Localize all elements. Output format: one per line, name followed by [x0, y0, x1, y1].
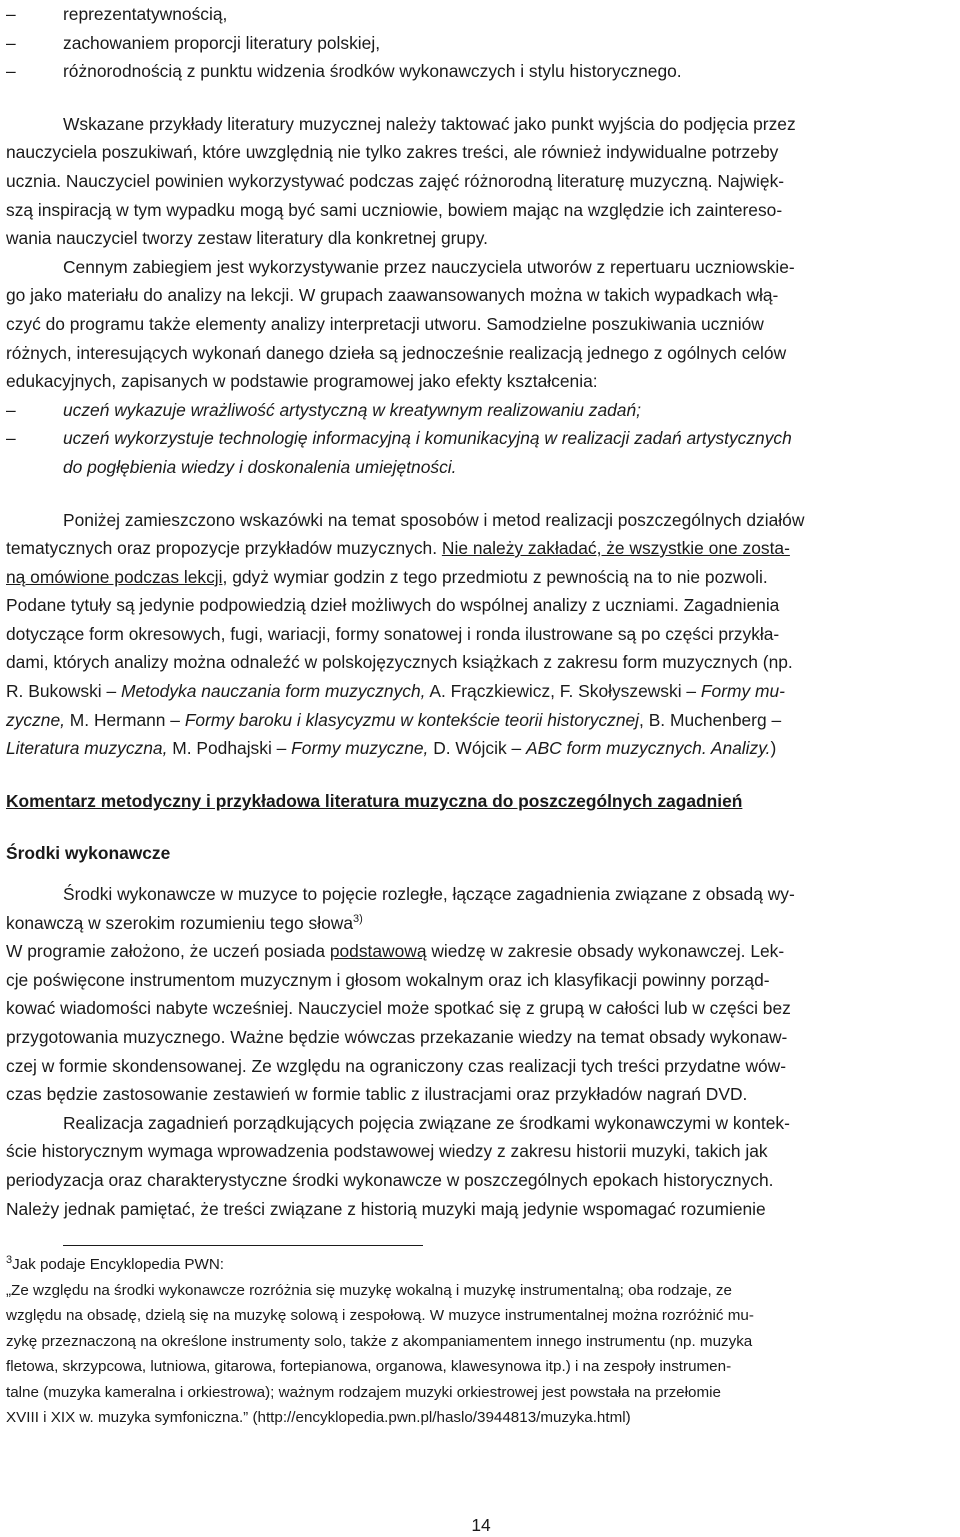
- paragraph-performance-means: [6, 880, 956, 937]
- list-criteria: [6, 0, 956, 86]
- text-line: cje poświęcone instrumentom muzycznym i głosom wokalnym oraz ich klasyfikacji powinny porząd-: [6, 969, 770, 990]
- dash-bullet-icon: –: [6, 32, 16, 53]
- paragraph-historical-context: [6, 1109, 956, 1223]
- text-line: Cennym zabiegiem jest wykorzystywanie przez nauczyciela utworów z repertuaru uczniowskie-: [63, 256, 795, 277]
- underlined-notice: Nie należy zakładać, że wszystkie one zosta-: [441, 538, 790, 559]
- underlined-notice: ną omówione podczas lekcji,: [6, 566, 228, 587]
- text-line: różnych, interesujących wykonań danego dzieła są jednocześnie realizacją jednego z ogólnych celów: [6, 342, 787, 363]
- text-line: konawczą w szerokim rozumieniu tego słowa$^{3)}$: [6, 912, 363, 933]
- text-line: kować wiadomości nabyte wcześniej. Nauczyciel może spotkać się z grupą w całości lub w części bez: [6, 998, 791, 1019]
- text-line: Podane tytuły są jedynie podpowiedzią dzieł możliwych do wspólnej analizy z uczniami. Zagadnienia: [6, 595, 780, 616]
- text-line: Należy jednak pamiętać, że treści związane z historią muzyki mają jedynie wspomagać rozumienie: [6, 1198, 766, 1219]
- book-title: zyczne,: [6, 709, 65, 730]
- footnote-line: „Ze względu na środki wykonawcze rozróżnia się muzykę wokalną i muzykę instrumentalną; oba rodzaje, ze: [6, 1281, 732, 1299]
- book-title: Formy baroku i klasycyzmu w kontekście teorii historycznej: [184, 709, 640, 730]
- text-line: go jako materiału do analizy na lekcji. W grupach zaawansowanych można w takich wypadkach włą-: [6, 285, 779, 306]
- text-line: przygotowania muzycznego. Ważne będzie wówczas przekazanie wiedzy na temat obsady wykonaw-: [6, 1027, 788, 1047]
- footnote-line: talne (muzyka kameralna i orkiestrowa); ważnym rodzajem muzyki orkiestrowej jest powstała na przełomie: [6, 1383, 721, 1401]
- text-line: czas będzie zastosowanie zestawień w formie tablic z ilustracjami oraz przykładów nagrań DVD.: [6, 1084, 748, 1105]
- dash-bullet-icon: –: [6, 61, 16, 82]
- text-line: Realizacja zagadnień porządkujących pojęcia związane ze środkami wykonawczymi w kontek-: [63, 1112, 790, 1133]
- list-learning-outcomes: [6, 396, 956, 482]
- text-line: czyć do programu także elementy analizy interpretacji utworu. Samodzielne poszukiwania uczniów: [6, 313, 764, 334]
- text-line: ście historycznym wymaga wprowadzenia podstawowej wiedzy z zakresu historii muzyki, takich jak: [6, 1141, 768, 1162]
- footnote-reference: 3): [353, 912, 363, 925]
- book-title: Literatura muzyczna,: [6, 738, 168, 759]
- text-line: szą inspiracją w tym wypadku mogą być sami uczniowie, bowiem mając na względzie ich zaintereso-: [6, 199, 783, 220]
- list-item: – uczeń wykorzystuje technologię informacyjną i komunikacyjną w realizacji zadań artystycznych: [6, 424, 956, 453]
- text-line: czej w formie skondensowanej. Ze względu na ograniczony czas realizacji tych treści przydatne wów-: [6, 1055, 787, 1076]
- dash-bullet-icon: –: [6, 399, 16, 420]
- footnote: [6, 1252, 956, 1431]
- text-line: W programie założono, że uczeń posiada podstawową wiedzę w zakresie obsady wykonawczej. Lek-: [6, 941, 785, 962]
- footnote-separator: [63, 1245, 423, 1246]
- text-line: tematycznych oraz propozycje przykładów muzycznych. Nie należy zakładać, że wszystkie one zosta-: [6, 538, 790, 559]
- text-line: dotyczące form okresowych, fugi, wariacji, formy sonatowej i ronda ilustrowane są po części przykła-: [6, 623, 780, 644]
- text-line: Poniżej zamieszczono wskazówki na temat sposobów i metod realizacji poszczególnych działów: [63, 509, 805, 530]
- dash-bullet-icon: –: [6, 428, 16, 449]
- document-page: [6, 0, 956, 1537]
- page-number: 14: [471, 1515, 491, 1535]
- list-item: – różnorodnością z punktu widzenia środków wykonawczych i stylu historycznego.: [6, 57, 956, 86]
- list-item-continuation: do pogłębienia wiedzy i doskonalenia umiejętności.: [63, 456, 457, 477]
- footnote-line: zykę przeznaczoną na określone instrumenty solo, także z akompaniamentem innego instrumentu (np. muzyka: [6, 1332, 753, 1350]
- footnote-line: fletowa, skrzypcowa, lutniowa, gitarowa, fortepianowa, organowa, klawesynowa itp.) i na zespoły instrumen-: [6, 1358, 732, 1376]
- paragraph-student-repertoire: [6, 253, 956, 396]
- dash-bullet-icon: –: [6, 4, 16, 24]
- text-line: ną omówione podczas lekcji, gdyż wymiar godzin z tego przedmiotu z pewnością na to nie pozwoli.: [6, 566, 768, 587]
- text-line: nauczyciela poszukiwań, które uwzględnią nie tylko zakres treści, ale również indywidualne potrzeby: [6, 142, 779, 163]
- text-line: wania nauczyciel tworzy zestaw literatury dla konkretnej grupy.: [6, 228, 488, 249]
- list-item: – uczeń wykazuje wrażliwość artystyczną w kreatywnym realizowaniu zadań;: [6, 396, 956, 425]
- text-line: ucznia. Nauczyciel powinien wykorzystywać podczas zajęć różnorodną literaturę muzyczną. Najwięk-: [6, 170, 785, 191]
- book-title: Formy mu-: [700, 681, 785, 702]
- list-item: – reprezentatywnością,: [6, 0, 956, 29]
- list-item: – zachowaniem proporcji literatury polskiej,: [6, 29, 956, 58]
- text-line: dami, których analizy można odnaleźć w polskojęzycznych książkach z zakresu form muzycznych (np.: [6, 652, 793, 673]
- paragraph-guidelines: [6, 506, 956, 763]
- text-line: Literatura muzyczna, M. Podhajski – Formy muzyczne, D. Wójcik – ABC form muzycznych. Analizy.): [6, 738, 777, 759]
- text-line: zyczne, M. Hermann – Formy baroku i klasycyzmu w kontekście teorii historycznej, B. Muchenberg –: [6, 709, 782, 730]
- footnote-title: $^3$Jak podaje Encyklopedia PWN:: [6, 1254, 225, 1274]
- section-heading: Komentarz metodyczny i przykładowa literatura muzyczna do poszczególnych zagadnień: [6, 790, 743, 811]
- book-title: ABC form muzycznych. Analizy.: [525, 738, 771, 759]
- book-title: Metodyka nauczania form muzycznych,: [121, 681, 426, 702]
- main-text: [6, 0, 956, 1223]
- footnote-line: względu na obsadę, dzielą się na muzykę solową i zespołową. W muzyce instrumentalnej można rozróżnić mu-: [6, 1307, 754, 1325]
- paragraph-literature-examples: [6, 110, 956, 253]
- book-title: Formy muzyczne,: [291, 738, 429, 759]
- underlined-word: podstawową: [329, 941, 427, 962]
- text-line: Środki wykonawcze w muzyce to pojęcie rozległe, łączące zagadnienia związane z obsadą wy-: [63, 884, 795, 905]
- footnote-line: XVIII i XIX w. muzyka symfoniczna.” (http://encyklopedia.pwn.pl/haslo/3944813/muzyka.html): [6, 1409, 631, 1427]
- text-line: periodyzacja oraz charakterystyczne środki wykonawcze w poszczególnych epokach historycznych.: [6, 1169, 774, 1190]
- text-line: edukacyjnych, zapisanych w podstawie programowej jako efekty kształcenia:: [6, 371, 598, 392]
- subsection-heading: Środki wykonawcze: [6, 843, 171, 864]
- footnote-marker: 3: [6, 1254, 13, 1267]
- text-line: R. Bukowski – Metodyka nauczania form muzycznych, A. Frączkiewicz, F. Skołyszewski – Formy mu-: [6, 681, 785, 702]
- paragraph-program-assumptions: [6, 937, 956, 1109]
- text-line: Wskazane przykłady literatury muzycznej należy taktować jako punkt wyjścia do podjęcia przez: [63, 113, 796, 134]
